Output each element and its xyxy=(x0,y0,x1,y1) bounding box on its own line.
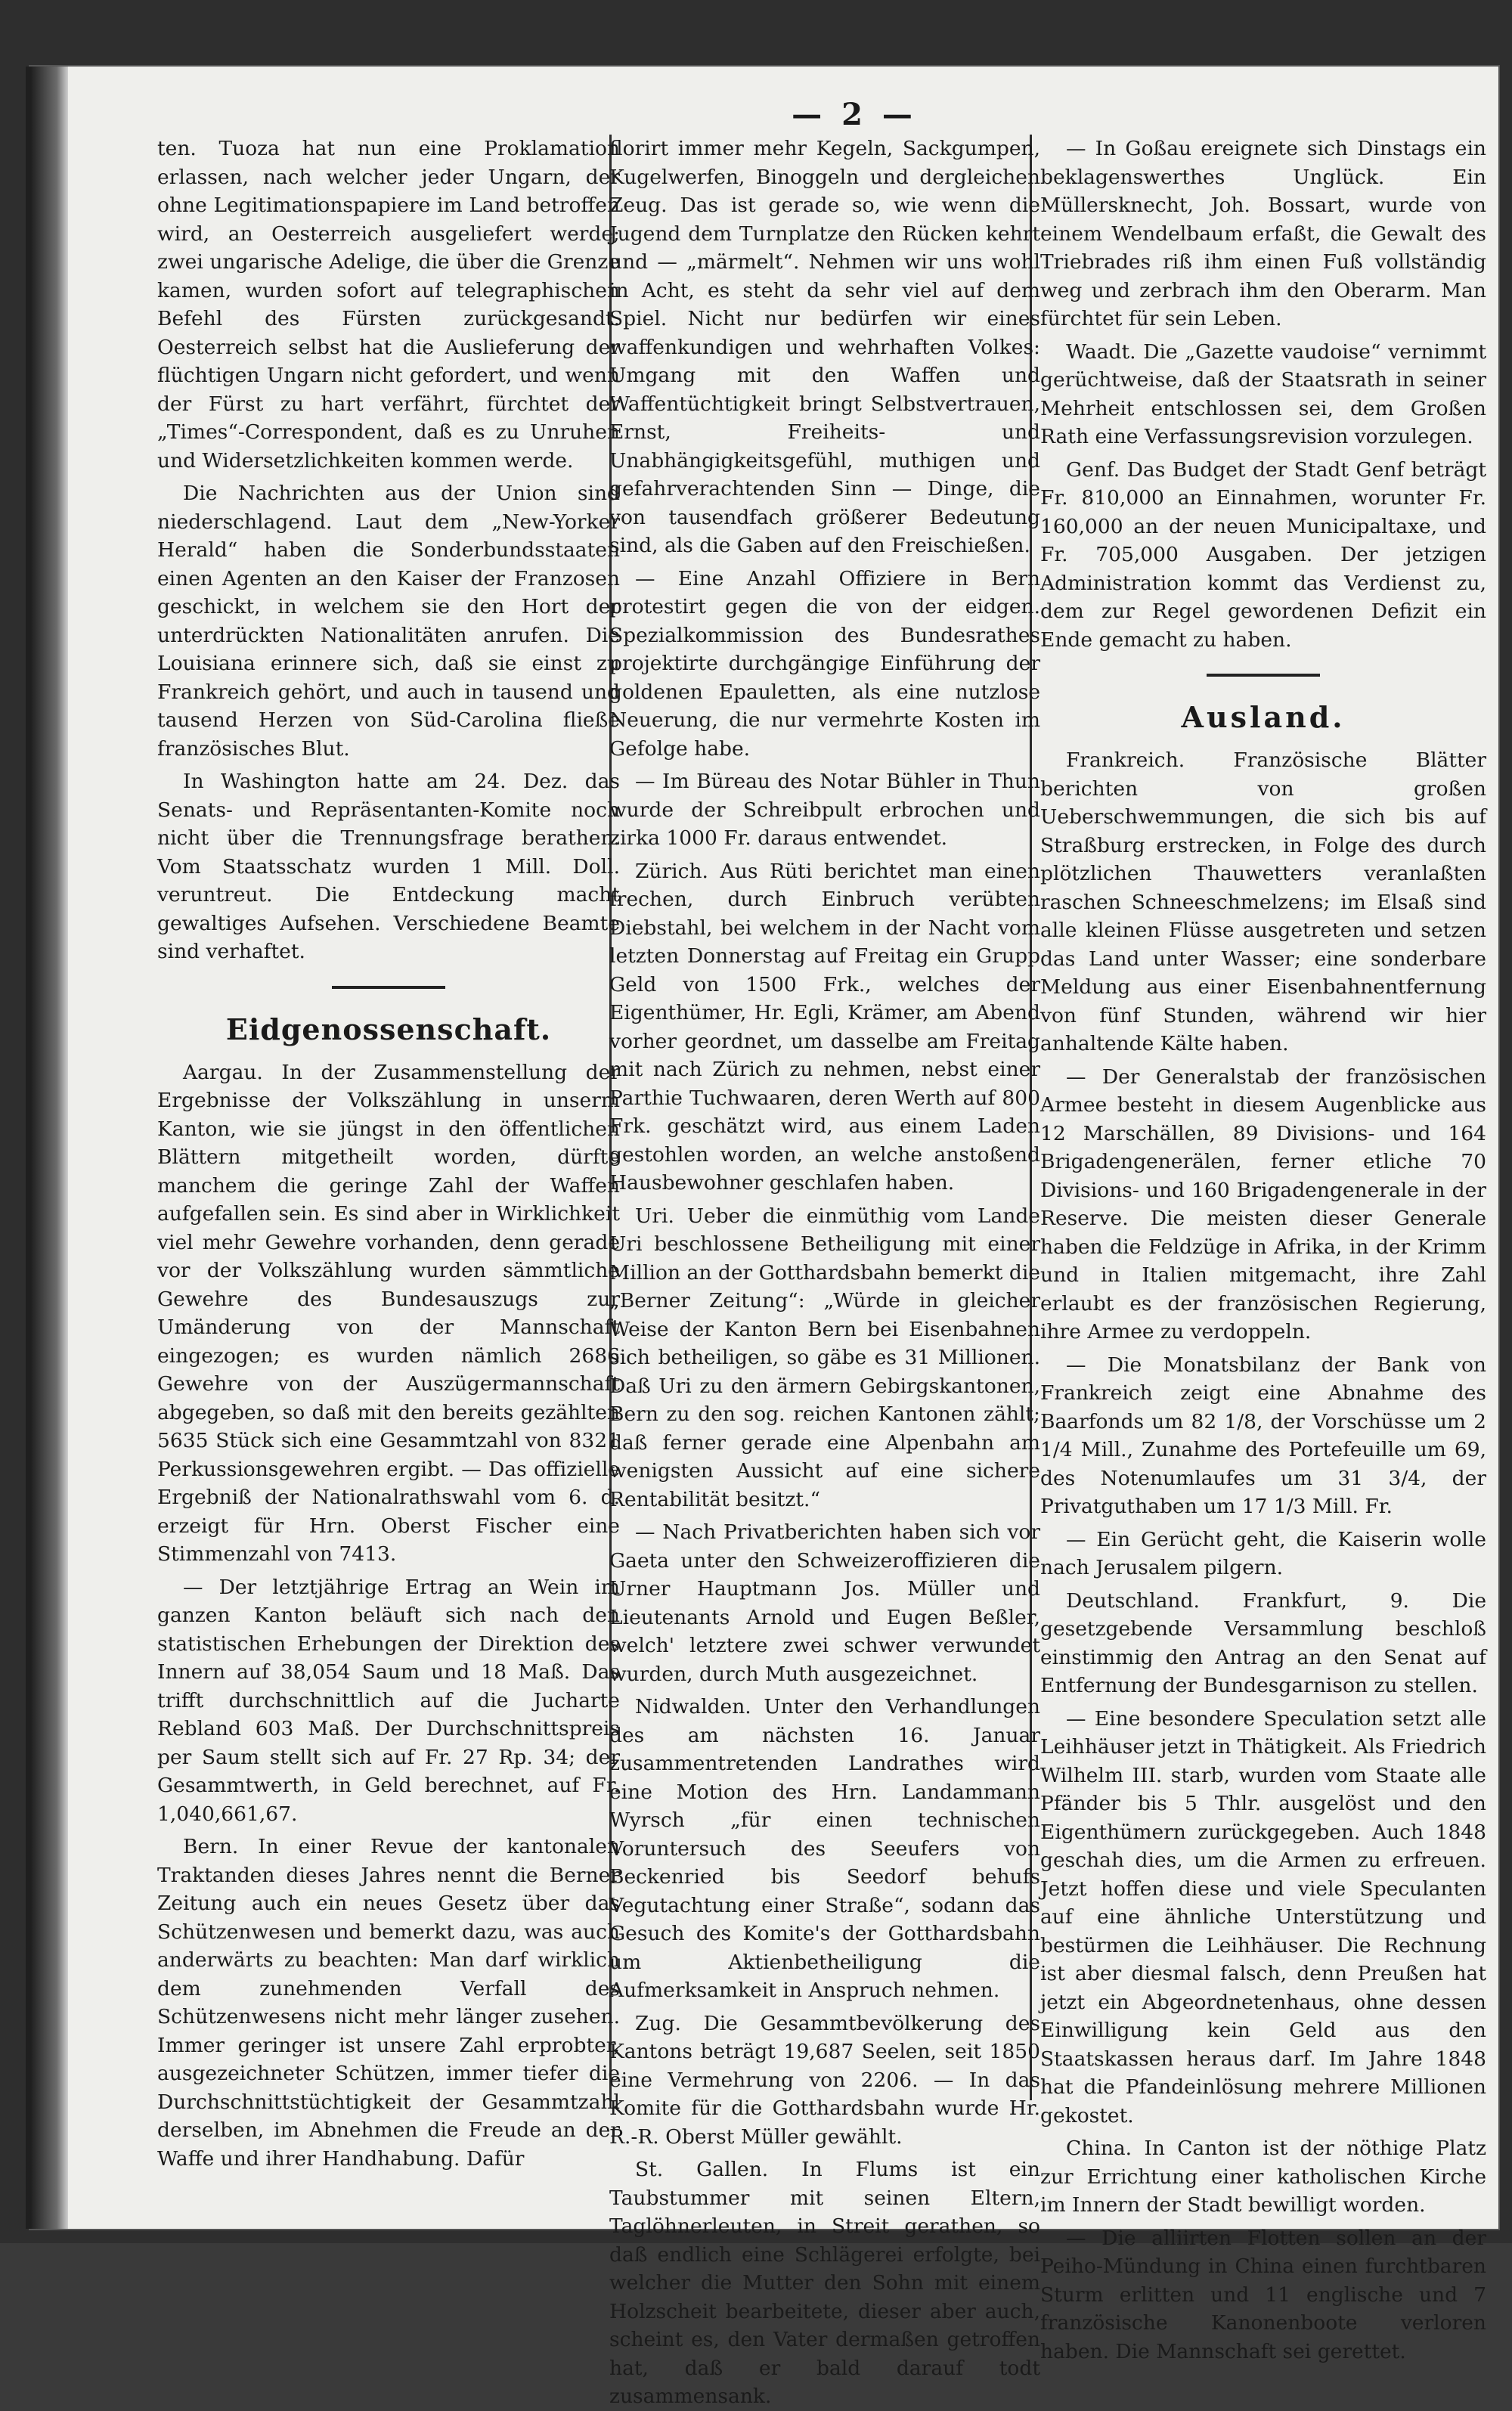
article-flotten: — Die alliirten Flotten sollen an der Peiho-Mündung in China einen furchtbaren Sturm erlitten und 11 englische und 7 französische Kanonenboote verloren haben. Die Mannschaft sei gerettet. xyxy=(1040,2226,1486,2363)
article-kaiserin: — Ein Gerücht geht, die Kaiserin wolle nach Jerusalem pilgern. xyxy=(1040,1527,1486,1579)
article-hungary: ten. Tuoza hat nun eine Proklamation erlassen, nach welcher jeder Ungarn, der ohne Legitimationspapiere im Land betroffen wird, an Oesterreich ausgeliefert werde; zwei ungarische Adelige, die über die Grenze kamen, wurden sofort auf telegraphischen Befehl des Fürsten zurückgesandt. Oesterreich selbst hat die Auslieferung der flüchtigen Ungarn nicht gefordert, und wenn der Fürst zu hart verfährt, fürchtet der „Times“-Correspondent, daß es zu Unruhen und Widersetzlichkeiten kommen werde. xyxy=(157,137,620,473)
article-washington: In Washington hatte am 24. Dez. das Senats- und Repräsentanten-Komite noch nicht über die Trennungsfrage berathen. Vom Staatsschatz wurden 1 Mill. Doll. veruntreut. Die Entdeckung macht gewaltiges Aufsehen. Verschiedene Beamte sind verhaftet. xyxy=(157,770,620,963)
article-deutschland: Deutschland. Frankfurt, 9. Die gesetzgebende Versammlung beschloß einstimmig den Antrag an den Senat auf Entfernung der Bundesgarnison zu stellen. xyxy=(1040,1588,1486,1697)
article-leihhaeuser: — Eine besondere Speculation setzt alle Leihhäuser jetzt in Thätigkeit. Als Friedrich Wilhelm III. starb, wurden vom Staate alle Pfänder bis 5 Thlr. ausgelöst und den Eigenthümern zurückgegeben. Auch 1848 geschah dies, um die Armen zu erfreuen. Jetzt hoffen diese und viele Speculanten auf eine ähnliche Unterstützung und bestürmen die Leihhäuser. Die Rechnung ist aber diesmal falsch, denn Preußen hat jetzt ein Abgeordnetenhaus, ohne dessen Einwilligung kein Geld aus den Staatskassen heraus darf. Im Jahre 1848 hat die Pfandeinlösung mehrere Millionen gekostet. xyxy=(1040,1706,1486,2127)
section-heading-ausland: Ausland. xyxy=(1181,700,1346,734)
newspaper-page xyxy=(30,67,1498,2408)
article-nidwalden: Nidwalden. Unter den Verhandlungen des am nächsten 16. Januar zusammentretenden Landrathes wird eine Motion des Hrn. Landammann Wyrsch „für einen technischen Voruntersuch des Seeufers von Beckenried bis Seedorf behufs Vegutachtung einer Straße“, sodann das Gesuch des Komite's der Gotthardsbahn um Aktienbetheiligung die Aufmerksamkeit in Anspruch nehmen. xyxy=(609,1695,1040,2002)
column-3 xyxy=(1040,135,1486,2363)
article-zurich: Zürich. Aus Rüti berichtet man einen frechen, durch Einbruch verübten Diebstahl, bei welchem in der Nacht vom letzten Donnerstag auf Freitag ein Grupp Geld von 1500 Frk., welches der Eigenthümer, Hr. Egli, Krämer, am Abend vorher geordnet, um dasselbe am Freitag mit nach Zürich zu nehmen, nebst einer Parthie Tuchwaaren, deren Werth auf 800 Frk. geschätzt wird, aus einem Laden gestohlen worden, an welche anstoßend Hausbewohner geschlafen haben. xyxy=(609,859,1040,1195)
article-waadt: Waadt. Die „Gazette vaudoise“ vernimmt gerüchtweise, daß der Staatsrath in seiner Mehrheit entschlossen sei, dem Großen Rath eine Verfassungsrevision vorzulegen. xyxy=(1040,339,1486,448)
section-divider-2 xyxy=(1207,674,1320,677)
article-frankreich: Frankreich. Französische Blätter berichten von großen Ueberschwemmungen, die sich bis auf Straßburg erstrecken, in Folge des durch plötzlichen Thauwetters veranlaßten raschen Schneeschmelzens; im Elsaß sind alle kleinen Flüsse ausgetreten und setzen das Land unter Wasser; eine sonderbare Meldung aus einer Eisenbahnentfernung von fünf Stunden, während wir hier anhaltende Kälte haben. xyxy=(1040,748,1486,1055)
article-bern: Bern. In einer Revue der kantonalen Traktanden dieses Jahres nennt die Berner Zeitung auch ein neues Gesetz über das Schützenwesen und bemerkt dazu, was auch anderwärts zu beachten: Man darf wirklich dem zunehmenden Verfall des Schützenwesens nicht mehr länger zusehen. Immer geringer ist unsere Zahl erprobter, ausgezeichneter Schützen, immer tiefer die Durchschnittstüchtigkeit der Gesammtzahl derselben, im Abnehmen die Freude an der Waffe und ihrer Handhabung. Dafür xyxy=(157,1835,620,2171)
article-china: China. In Canton ist der nöthige Platz zur Errichtung einer katholischen Kirche im Innern der Stadt bewilligt worden. xyxy=(1040,2137,1486,2217)
article-gossau: — In Goßau ereignete sich Dinstags ein beklagenswerthes Unglück. Ein Müllersknecht, Joh. Bossart, wurde von einem Wendelbaum erfaßt, die Gewalt des Triebrades riß ihm einen Fuß vollständig weg und zerbrach ihm den Oberarm. Man fürchtet für sein Leben. xyxy=(1040,137,1486,330)
article-uri: Uri. Ueber die einmüthig vom Lande Uri beschlossene Betheiligung mit einer Million an der Gotthardsbahn bemerkt die „Berner Zeitung“: „Würde in gleicher Weise der Kanton Bern bei Eisenbahnen sich betheiligen, so gäbe es 31 Millionen. Daß Uri zu den ärmern Gebirgskantonen, Bern zu den sog. reichen Kantonen zählt; daß ferner gerade eine Alpenbahn am wenigsten Aussicht auf eine sichere Rentabilität besitzt.“ xyxy=(609,1204,1040,1511)
article-aargau: Aargau. In der Zusammenstellung der Ergebnisse der Volkszählung in unserm Kanton, wie sie jüngst in den öffentlichen Blättern mitgetheilt worden, dürfte manchem die geringe Zahl der Waffen aufgefallen sein. Es sind aber in Wirklichkeit viel mehr Gewehre vorhanden, denn gerade vor der Volkszählung wurden sämmtliche Gewehre des Bundesauszugs zur Umänderung von der Mannschaft eingezogen; es wurden nämlich 2686 Gewehre von der Auszügermannschaft abgegeben, so daß mit den bereits gezählten 5635 Stück sich eine Gesammtzahl von 8321 Perkussionsgewehren ergibt. — Das offizielle Ergebniß der Nationalrathswahl vom 6. d. erzeigt für Hrn. Oberst Fischer eine Stimmenzahl von 7413. xyxy=(157,1060,620,1566)
article-genf: Genf. Das Budget der Stadt Genf beträgt Fr. 810,000 an Einnahmen, worunter Fr. 160,000 an der neuen Municipaltaxe, und Fr. 705,000 Ausgaben. Der jetzigen Administration kommt das Verdienst zu, dem zur Regel gewordenen Defizit ein Ende gemacht zu haben. xyxy=(1040,457,1486,652)
article-bank: — Die Monatsbilanz der Bank von Frankreich zeigt eine Abnahme des Baarfonds um 82 1/8, der Vorschüsse um 2 1/4 Mill., Zunahme des Portefeuille um 69, des Notenumlaufes um 31 3/4, der Privatguthaben um 17 1/3 Mill. Fr. xyxy=(1040,1353,1486,1518)
article-st-gallen: St. Gallen. In Flums ist ein Taubstummer mit seinen Eltern, Taglöhnerleuten, in Streit gerathen, so daß endlich eine Schlägerei erfolgte, bei welcher die Mutter den Sohn mit einem Holzscheit bearbeitete, dieser aber auch, scheint es, den Vater dermaßen getroffen hat, daß er bald darauf todt zusammensank. xyxy=(609,2158,1040,2408)
article-union: Die Nachrichten aus der Union sind niederschlagend. Laut dem „New-Yorker Herald“ haben die Sonderbundsstaaten einen Agenten an den Kaiser der Franzosen geschickt, in welchem sie den Hort der unterdrückten Nationalitäten anrufen. Die Louisiana erinnere sich, daß sie einst zu Frankreich gehört, und auch in tausend und tausend Herzen von Süd-Carolina fließe französisches Blut. xyxy=(157,482,620,761)
page-number: — 2 — xyxy=(792,97,917,132)
article-bern-continued: florirt immer mehr Kegeln, Sackgumpen, Kugelwerfen, Binoggeln und dergleichen Zeug. Das ist gerade so, wie wenn die Jugend dem Turnplatze den Rücken kehrt und — „märmelt“. Nehmen wir uns wohl in Acht, es steht da sehr viel auf dem Spiel. Nicht nur bedürfen wir eines waffenkundigen und wehrhaften Volkes: Umgang mit den Waffen und Waffentüchtigkeit bringt Selbstvertrauen, Ernst, Freiheits- und Unabhängigkeitsgefühl, muthigen und gefahrverachtenden Sinn — Dinge, die von tausendfach größerer Bedeutung sind, als die Gaben auf den Freischießen. xyxy=(609,137,1040,557)
column-1 xyxy=(157,135,620,2176)
column-2 xyxy=(609,135,1040,2408)
article-aargau-wine: — Der letztjährige Ertrag an Wein im ganzen Kanton beläuft sich nach den statistischen Erhebungen der Direktion des Innern auf 38,054 Saum und 18 Maß. Das trifft durchschnittlich auf die Jucharte Rebland 603 Maß. Der Durchschnittspreis per Saum stellt sich auf Fr. 27 Rp. 34; der Gesammtwerth, in Geld berechnet, auf Fr. 1,040,661,67. xyxy=(157,1575,620,1826)
section-heading-eidgenossenschaft: Eidgenossenschaft. xyxy=(225,1012,552,1046)
page-binding-edge xyxy=(30,67,68,2229)
section-divider xyxy=(332,986,445,989)
article-zug: Zug. Die Gesammtbevölkerung des Kantons beträgt 19,687 Seelen, seit 1850 eine Vermehrung von 2206. — In das Komite für die Gotthardsbahn wurde Hr. R.-R. Oberst Müller gewählt. xyxy=(609,2011,1040,2149)
article-bern-officers: — Eine Anzahl Offiziere in Bern protestirt gegen die von der eidgen. Spezialkommission des Bundesrathes projektirte durchgängige Einführung der goldenen Epauletten, als eine nutzlose Neuerung, die nur vermehrte Kosten im Gefolge habe. xyxy=(609,566,1040,761)
article-gaeta: — Nach Privatberichten haben sich vor Gaeta unter den Schweizeroffizieren die Urner Hauptmann Jos. Müller und Lieutenants Arnold und Eugen Beßler, welch' letztere zwei schwer verwundet wurden, durch Muth ausgezeichnet. xyxy=(609,1520,1040,1686)
article-generalstab: — Der Generalstab der französischen Armee besteht in diesem Augenblicke aus 12 Marschällen, 89 Divisions- und 164 Brigadengenerälen, ferner etliche 70 Divisions- und 160 Brigadengenerale in der Reserve. Die meisten dieser Generale haben die Feldzüge in Afrika, in der Krimm und in Italien mitgemacht, ihre Zahl erlaubt es der französischen Regierung, ihre Armee zu verdoppeln. xyxy=(1040,1064,1486,1343)
article-thun: — Im Büreau des Notar Bühler in Thun wurde der Schreibpult erbrochen und zirka 1000 Fr. daraus entwendet. xyxy=(609,770,1040,850)
